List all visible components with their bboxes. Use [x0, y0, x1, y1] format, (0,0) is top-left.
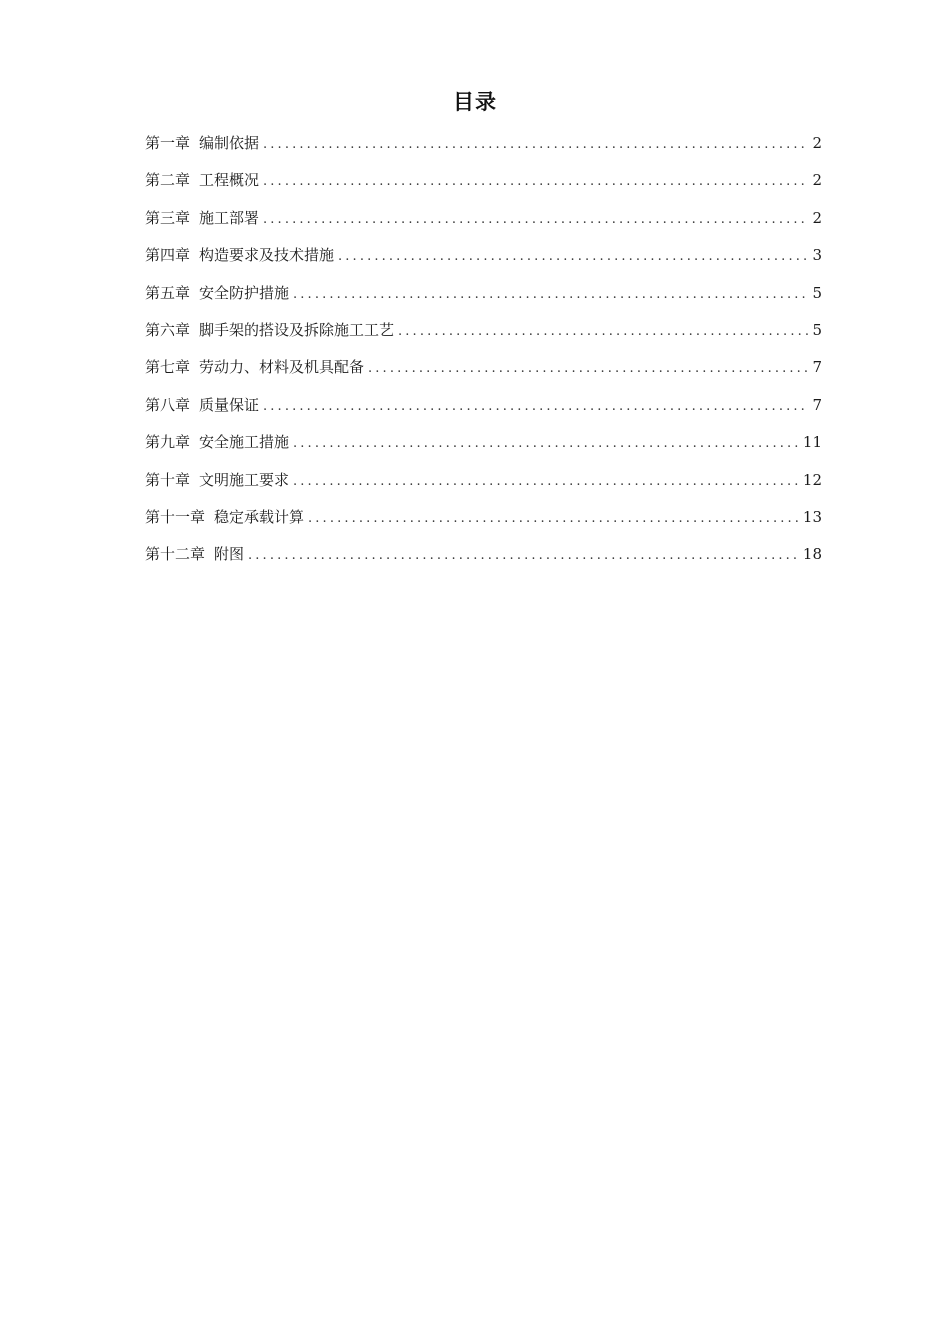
- toc-chapter-number: 第十一章: [145, 507, 206, 526]
- toc-chapter-number: 第八章: [145, 395, 191, 414]
- toc-chapter-heading: 文明施工要求: [199, 470, 290, 489]
- toc-chapter-heading: 施工部署: [199, 208, 260, 227]
- toc-dot-leader: [293, 469, 799, 495]
- toc-entry[interactable]: [145, 429, 822, 466]
- toc-chapter-number: 第三章: [145, 208, 191, 227]
- table-of-contents: [145, 130, 822, 579]
- toc-dot-leader: [263, 132, 808, 158]
- toc-dot-leader: [398, 319, 808, 345]
- toc-chapter-heading: 脚手架的搭设及拆除施工工艺: [199, 320, 395, 339]
- toc-chapter-number: 第十二章: [145, 545, 206, 564]
- toc-chapter-number: 第五章: [145, 283, 191, 302]
- toc-chapter-number: 第一章: [145, 134, 191, 152]
- toc-dot-leader: [263, 394, 808, 420]
- toc-dot-leader: [338, 244, 808, 270]
- toc-dot-leader: [293, 431, 799, 457]
- toc-chapter-heading: 质量保证: [199, 395, 260, 414]
- toc-entry[interactable]: [145, 467, 822, 504]
- toc-chapter-heading: 安全防护措施: [199, 283, 290, 302]
- toc-dot-leader: [308, 506, 799, 532]
- toc-entry[interactable]: [145, 280, 822, 317]
- toc-chapter-number: 第六章: [145, 320, 191, 339]
- toc-entry[interactable]: [145, 167, 822, 204]
- toc-entry[interactable]: [145, 504, 822, 541]
- toc-page-number: 2: [812, 208, 822, 227]
- toc-page-number: 3: [812, 246, 822, 265]
- toc-chapter-number: 第十章: [145, 470, 191, 489]
- toc-entry[interactable]: [145, 354, 822, 391]
- toc-page-number: 7: [812, 358, 822, 377]
- toc-page-number: 7: [812, 395, 822, 414]
- toc-page-number: 11: [802, 433, 822, 452]
- toc-entry[interactable]: [145, 541, 822, 578]
- toc-dot-leader: [248, 543, 799, 569]
- toc-page-number: 12: [802, 470, 822, 489]
- toc-page-number: 18: [802, 545, 822, 564]
- toc-entry[interactable]: [145, 205, 822, 242]
- toc-entry[interactable]: [145, 242, 822, 279]
- toc-chapter-heading: 劳动力、材料及机具配备: [199, 358, 365, 377]
- toc-page-number: 5: [812, 320, 822, 339]
- toc-chapter-heading: 构造要求及技术措施: [199, 246, 335, 265]
- toc-chapter-heading: 稳定承载计算: [214, 507, 305, 526]
- toc-chapter-heading: 编制依据: [199, 134, 260, 152]
- toc-chapter-heading: 附图: [214, 545, 245, 564]
- toc-dot-leader: [368, 356, 808, 382]
- toc-page-number: 5: [812, 283, 822, 302]
- toc-entry[interactable]: [145, 392, 822, 429]
- page-title: 目录: [453, 90, 497, 114]
- toc-chapter-number: 第七章: [145, 358, 191, 377]
- toc-page-number: 2: [812, 171, 822, 190]
- toc-entry[interactable]: [145, 317, 822, 354]
- toc-chapter-number: 第二章: [145, 171, 191, 190]
- toc-chapter-heading: 安全施工措施: [199, 433, 290, 452]
- toc-dot-leader: [293, 282, 808, 308]
- toc-entry[interactable]: [145, 130, 822, 167]
- toc-chapter-number: 第九章: [145, 433, 191, 452]
- toc-page-number: 2: [812, 134, 822, 152]
- toc-dot-leader: [263, 207, 808, 233]
- toc-chapter-heading: 工程概况: [199, 171, 260, 190]
- toc-chapter-number: 第四章: [145, 246, 191, 265]
- toc-dot-leader: [263, 169, 808, 195]
- toc-page-number: 13: [802, 507, 822, 526]
